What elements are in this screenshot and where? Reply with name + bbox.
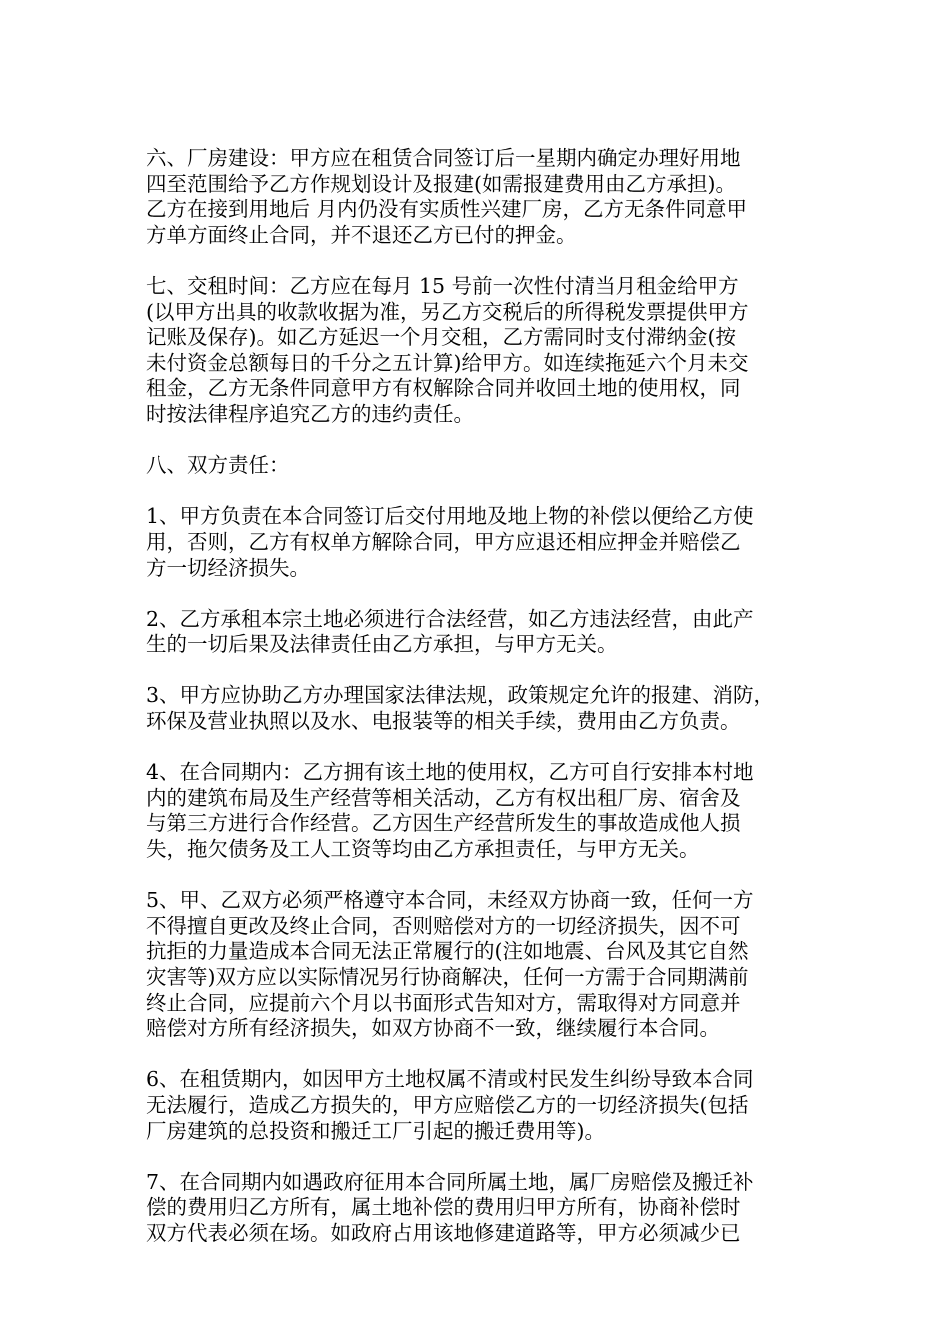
text-line: (以甲方出具的收款收据为准，另乙方交税后的所得税发票提供甲方 [146,299,749,324]
text-line: 抗拒的力量造成本合同无法正常履行的(注如地震、台风及其它自然 [146,939,749,964]
text-line: 不得擅自更改及终止合同，否则赔偿对方的一切经济损失，因不可 [146,913,741,938]
text-line: 方单方面终止合同，并不退还乙方已付的押金。 [146,222,577,247]
responsibility-item-3 [146,683,826,734]
text-line: 失，拖欠债务及工人工资等均由乙方承担责任，与甲方无关。 [146,837,700,862]
responsibility-item-5 [146,888,826,1042]
text-line: 未付资金总额每日的千分之五计算)给甲方。如连续拖延六个月未交 [146,350,749,375]
text-line: 与第三方进行合作经营。乙方因生产经营所发生的事故造成他人损 [146,811,741,836]
responsibility-item-2 [146,607,826,658]
text-line: 厂房建筑的总投资和搬迁工厂引起的搬迁费用等)。 [146,1118,605,1143]
text-line: 方一切经济损失。 [146,555,310,580]
text-line: 3、甲方应协助乙方办理国家法律法规，政策规定允许的报建、消防， [146,683,775,708]
clause-8-heading [146,453,826,479]
text-line: 租金，乙方无条件同意甲方有权解除合同并收回土地的使用权，同 [146,376,741,401]
responsibility-item-7 [146,1170,826,1247]
text-line: 乙方在接到用地后 月内仍没有实质性兴建厂房，乙方无条件同意甲 [146,197,748,222]
text-line: 终止合同，应提前六个月以书面形式告知对方，需取得对方同意并 [146,990,741,1015]
responsibility-item-1 [146,504,826,581]
text-line: 生的一切后果及法律责任由乙方承担，与甲方无关。 [146,632,618,657]
clause-7-rent-payment-time [146,274,826,428]
responsibility-item-6 [146,1067,826,1144]
text-line: 内的建筑布局及生产经营等相关活动，乙方有权出租厂房、宿舍及 [146,785,741,810]
text-line: 4、在合同期内：乙方拥有该土地的使用权，乙方可自行安排本村地 [146,760,754,785]
text-line: 1、甲方负责在本合同签订后交付用地及地上物的补偿以便给乙方使 [146,504,754,529]
text-line: 6、在租赁期内，如因甲方土地权属不清或村民发生纠纷导致本合同 [146,1067,754,1092]
text-line: 时按法律程序追究乙方的违约责任。 [146,401,474,426]
text-line: 双方代表必须在场。如政府占用该地修建道路等，甲方必须减少已 [146,1220,741,1245]
text-line: 六、厂房建设：甲方应在租赁合同签订后一星期内确定办理好用地 [146,146,741,170]
text-line: 2、乙方承租本宗土地必须进行合法经营，如乙方违法经营，由此产 [146,606,754,631]
section-heading: 八、双方责任： [146,453,290,478]
document-page [146,146,826,1272]
text-line: 七、交租时间：乙方应在每月 15 号前一次性付清当月租金给甲方 [146,273,739,298]
text-line: 无法履行，造成乙方损失的，甲方应赔偿乙方的一切经济损失(包括 [146,1092,749,1117]
text-line: 7、在合同期内如遇政府征用本合同所属土地，属厂房赔偿及搬迁补 [146,1169,754,1194]
clause-6-factory-construction [146,146,826,248]
text-line: 四至范围给予乙方作规划设计及报建(如需报建费用由乙方承担)。 [146,171,736,196]
responsibility-item-4 [146,760,826,862]
text-line: 记账及保存)。如乙方延迟一个月交租，乙方需同时支付滞纳金(按 [146,325,736,350]
text-line: 偿的费用归乙方所有，属土地补偿的费用归甲方所有，协商补偿时 [146,1195,741,1220]
text-line: 环保及营业执照以及水、电报装等的相关手续，费用由乙方负责。 [146,709,741,734]
text-line: 赔偿对方所有经济损失，如双方协商不一致，继续履行本合同。 [146,1016,720,1041]
text-line: 用，否则，乙方有权单方解除合同，甲方应退还相应押金并赔偿乙 [146,529,741,554]
text-line: 灾害等)双方应以实际情况另行协商解决，任何一方需于合同期满前 [146,965,749,989]
text-line: 5、甲、乙双方必须严格遵守本合同，未经双方协商一致，任何一方 [146,888,754,913]
